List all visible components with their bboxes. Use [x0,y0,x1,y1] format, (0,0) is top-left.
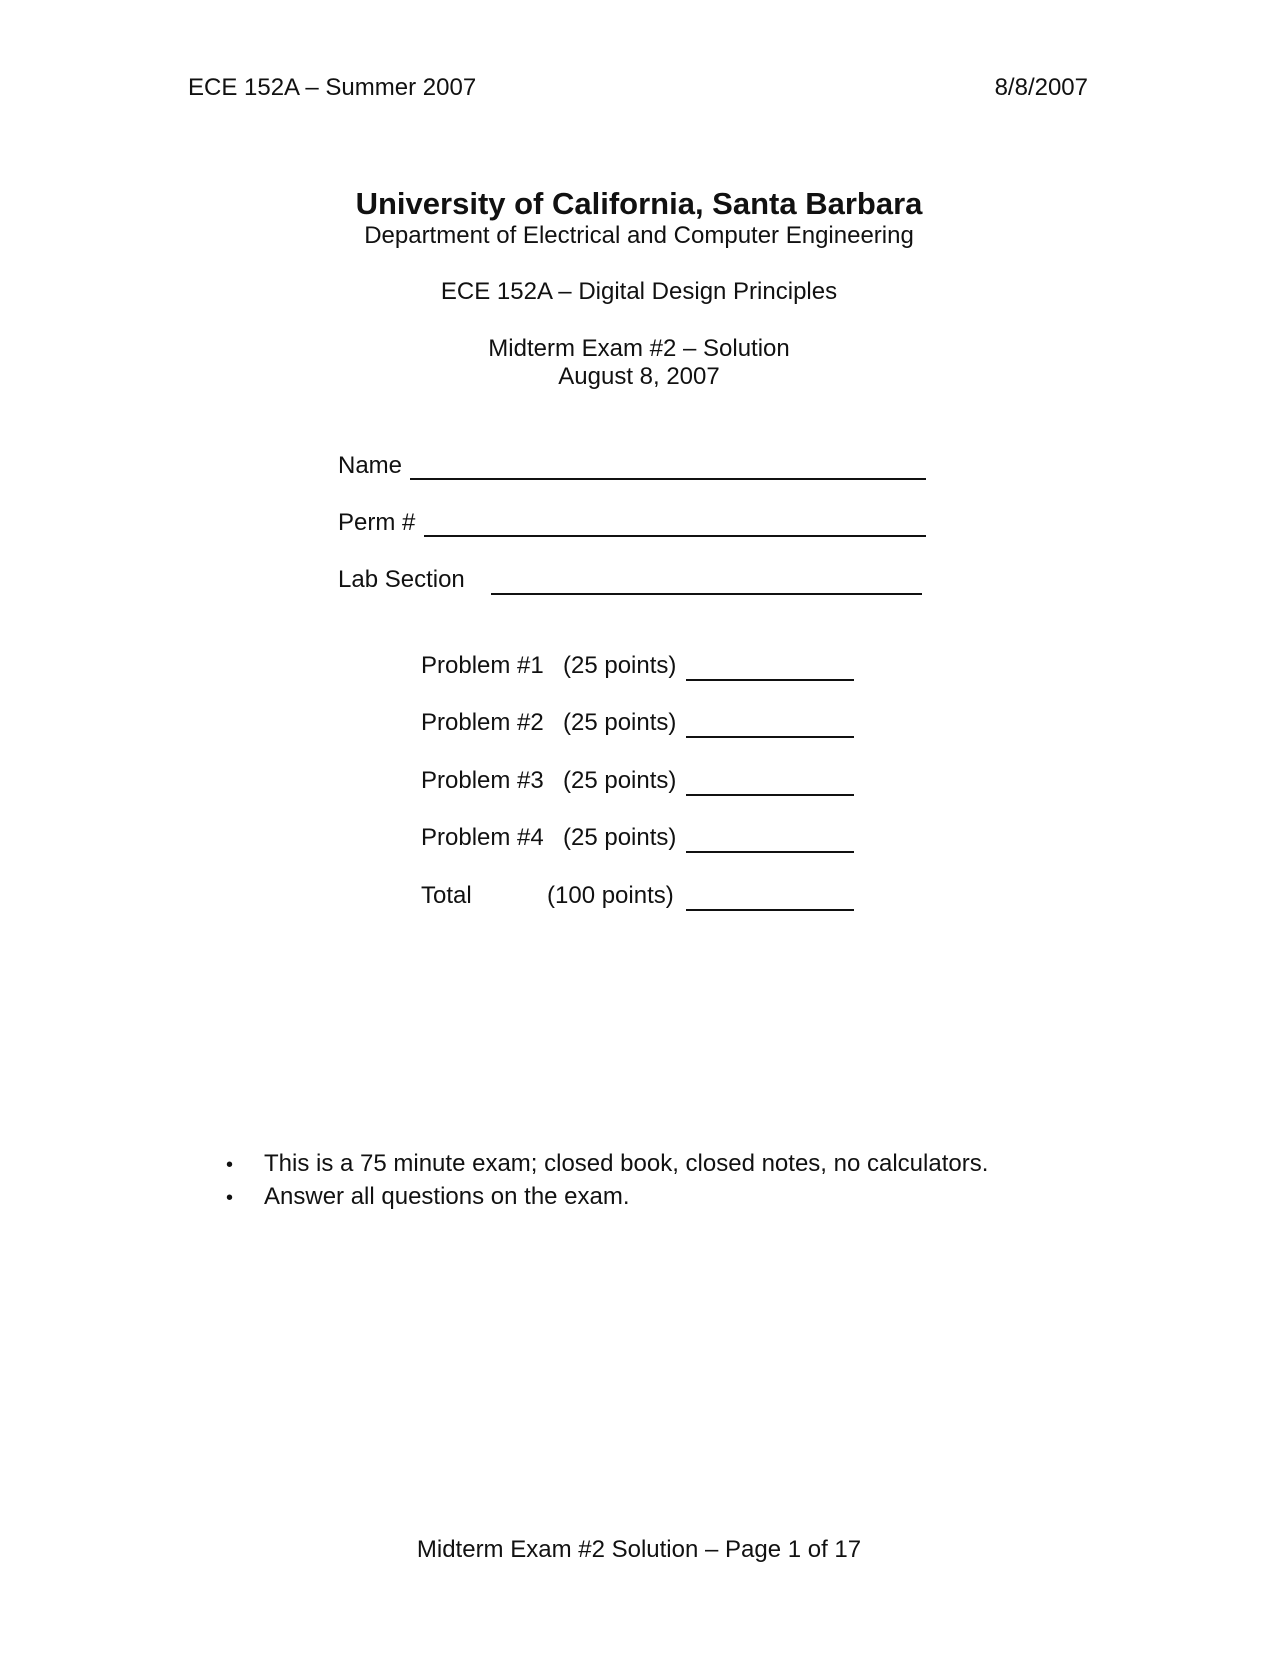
exam-title: Midterm Exam #2 – Solution [488,335,790,362]
exam-date: August 8, 2007 [558,363,720,390]
problem-points: (25 points) [563,767,677,794]
list-item [226,1181,988,1214]
score-line[interactable] [686,794,854,796]
score-line[interactable] [686,736,854,738]
instructions-list [226,1148,988,1214]
score-line[interactable] [686,909,854,911]
course-title: ECE 152A – Digital Design Principles [440,278,838,305]
problem-label: Problem #3 [421,767,544,794]
perm-field-line[interactable] [424,535,926,537]
name-label: Name [338,452,403,479]
bullet-icon: • [226,1187,234,1209]
department-name: Department of Electrical and Computer Engineering [364,222,914,249]
total-points: (100 points) [547,882,674,909]
header-course-term: ECE 152A – Summer 2007 [188,74,477,101]
perm-label: Perm # [338,509,416,536]
score-line[interactable] [686,679,854,681]
problem-label: Problem #1 [421,652,544,679]
page-footer: Midterm Exam #2 Solution – Page 1 of 17 [416,1536,862,1563]
problem-points: (25 points) [563,652,677,679]
problem-points: (25 points) [563,709,677,736]
lab-section-field-line[interactable] [491,593,922,595]
header-date: 8/8/2007 [994,74,1088,101]
total-label: Total [421,882,472,909]
score-line[interactable] [686,851,854,853]
problem-label: Problem #4 [421,824,544,851]
name-field-line[interactable] [410,478,926,480]
instruction-text: This is a 75 minute exam; closed book, closed notes, no calculators. [264,1150,989,1177]
list-item [226,1148,988,1181]
problem-label: Problem #2 [421,709,544,736]
bullet-icon: • [226,1154,234,1176]
problem-points: (25 points) [563,824,677,851]
university-title: University of California, Santa Barbara [355,186,923,221]
lab-section-label: Lab Section [338,566,465,593]
instruction-text: Answer all questions on the exam. [264,1183,630,1210]
